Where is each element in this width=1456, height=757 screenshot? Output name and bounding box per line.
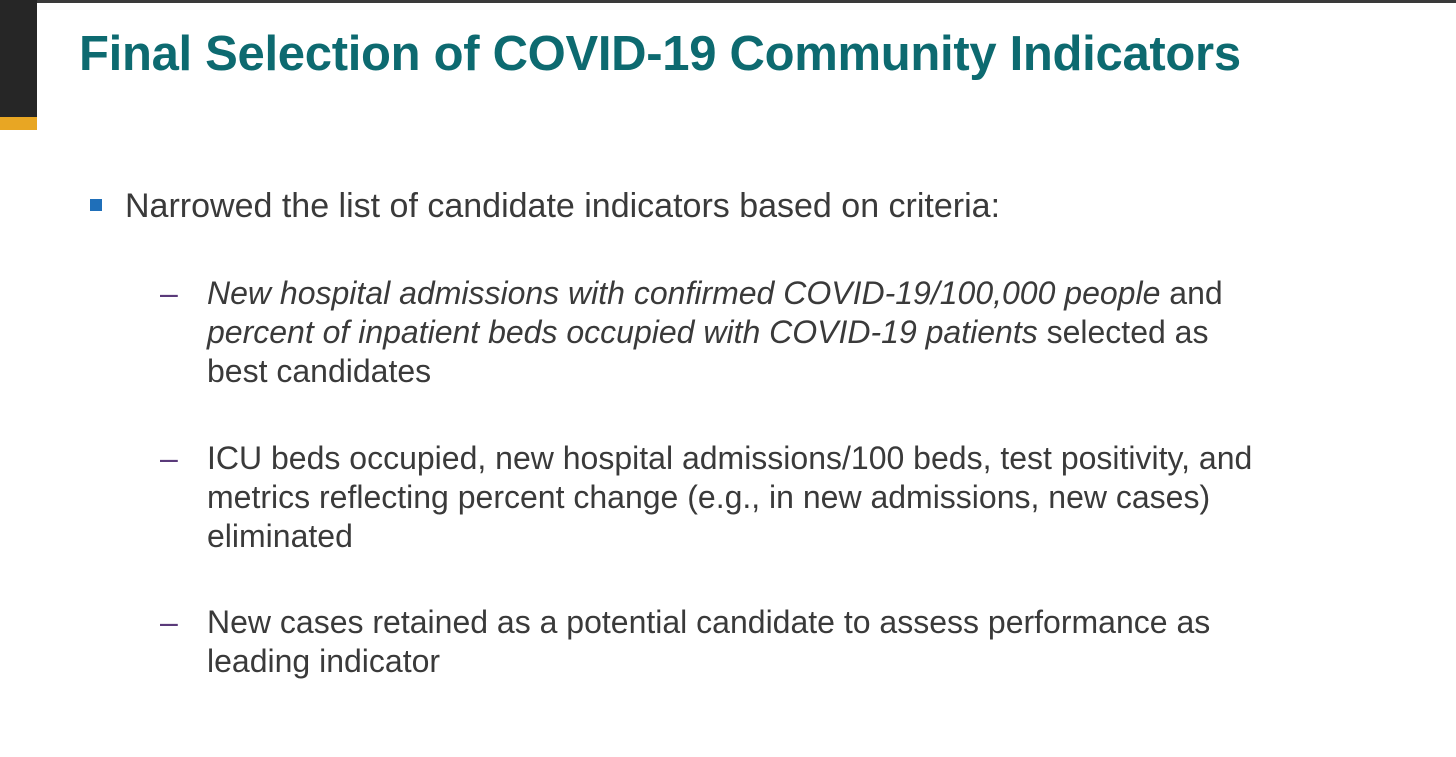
connector-text: and bbox=[1160, 275, 1223, 311]
sub-bullet-retained bbox=[160, 603, 1267, 681]
sub-bullet-text bbox=[207, 274, 1267, 391]
italic-indicator-admissions: New hospital admissions with confirmed COVID-19/100,000 people bbox=[207, 275, 1161, 311]
main-bullet bbox=[90, 186, 1000, 226]
sub-bullet-best-candidates bbox=[160, 274, 1267, 391]
selected-text: selected as best candidates bbox=[207, 314, 1209, 389]
dash-bullet-icon: – bbox=[160, 275, 178, 311]
sub-bullet-eliminated bbox=[160, 439, 1267, 556]
slide-title: Final Selection of COVID-19 Community Indicators bbox=[79, 27, 1241, 81]
corner-accent-gold-strip bbox=[0, 117, 37, 130]
square-bullet-icon bbox=[90, 199, 102, 211]
italic-indicator-beds: percent of inpatient beds occupied with COVID-19 patients bbox=[207, 314, 1038, 350]
dash-bullet-icon: – bbox=[160, 440, 178, 476]
main-bullet-text: Narrowed the list of candidate indicators based on criteria: bbox=[125, 187, 1001, 225]
corner-accent-bar bbox=[0, 0, 37, 117]
sub-bullet-text: ICU beds occupied, new hospital admissions/100 beds, test positivity, and metrics reflecting percent change (e.g., in new admissions, new cases) eliminated bbox=[207, 440, 1253, 554]
sub-bullet-text: New cases retained as a potential candidate to assess performance as leading indicator bbox=[207, 604, 1211, 679]
dash-bullet-icon: – bbox=[160, 604, 178, 640]
top-rule bbox=[0, 0, 1456, 3]
